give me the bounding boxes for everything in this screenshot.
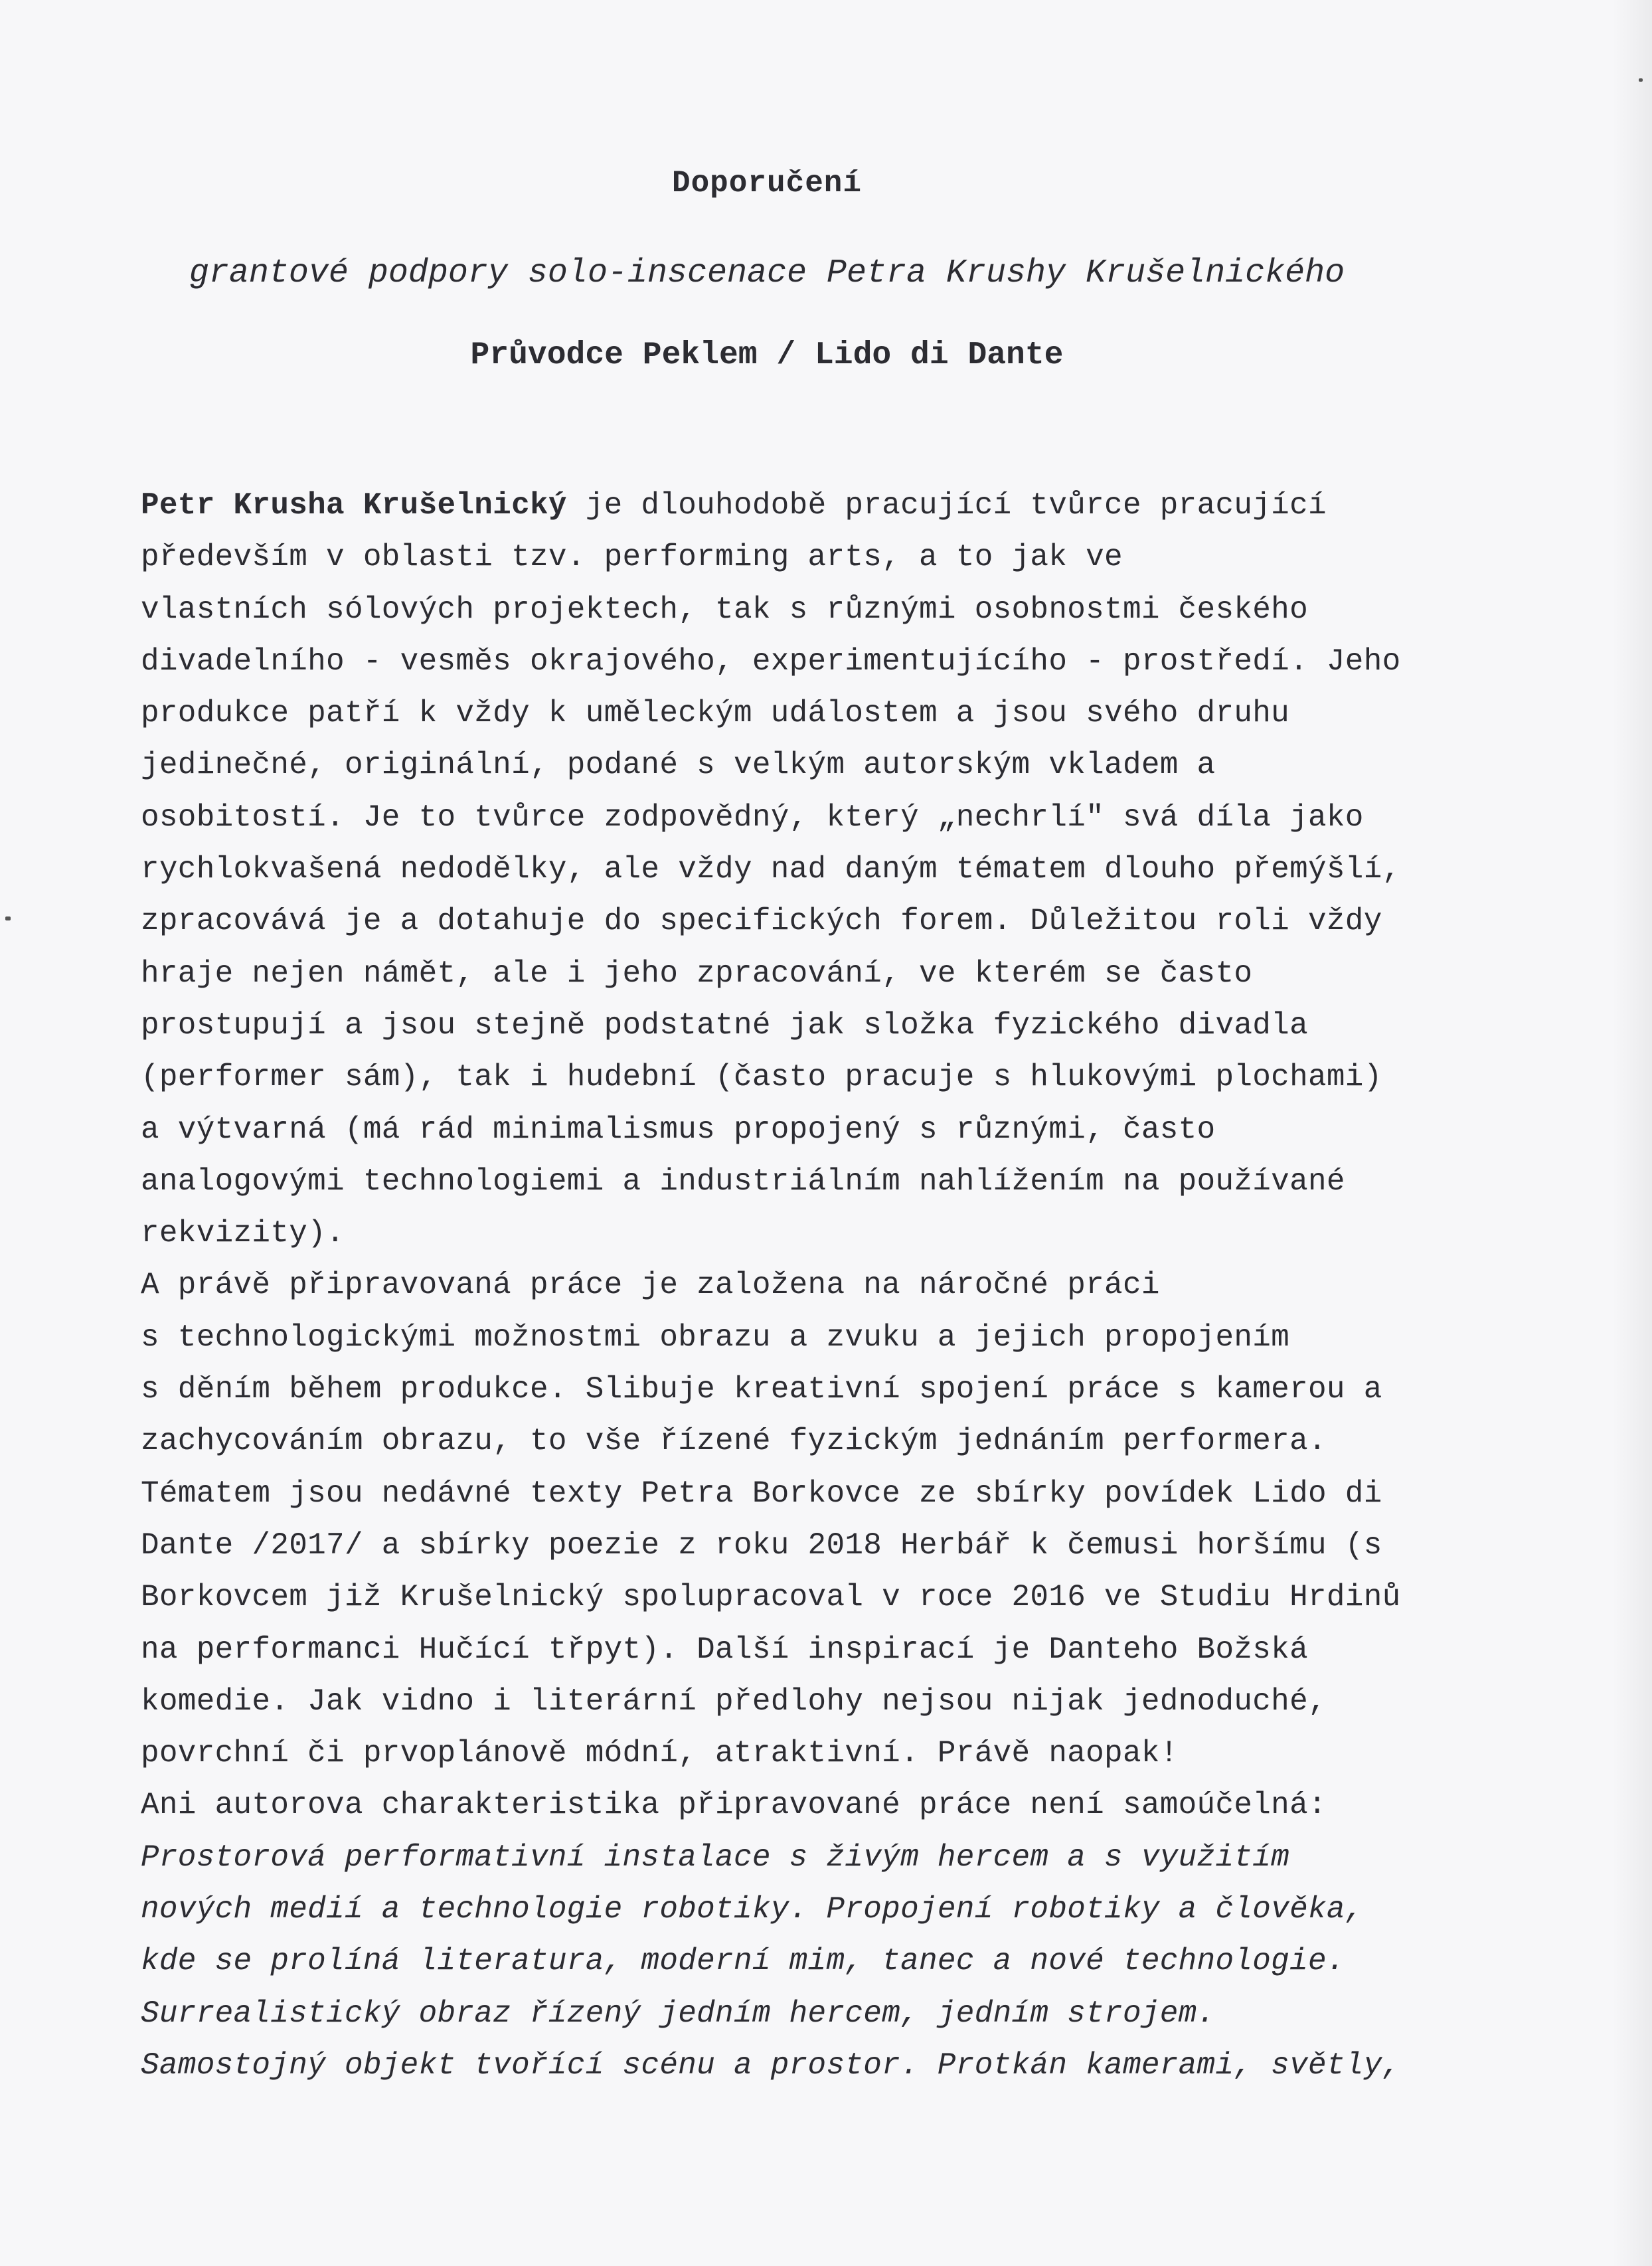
text-line: a výtvarná (má rád minimalismus propojený s různými, často (141, 1112, 1216, 1147)
text-line-content: je dlouhodobě pracující tvůrce pracující (566, 488, 1327, 523)
document-title: Doporučení (671, 166, 863, 201)
text-line: s technologickými možnostmi obrazu a zvuku a jejich propojením (141, 1320, 1290, 1355)
text-line: A právě připravovaná práce je založena na náročné práci (141, 1268, 1160, 1303)
text-line: Dante /2017/ a sbírky poezie z roku 2018 Herbář k čemusi horšímu (s (141, 1527, 1382, 1563)
text-line: prostupují a jsou stejně podstatné jak složka fyzického divadla (141, 1007, 1308, 1043)
text-line: hraje nejen námět, ale i jeho zpracování, ve kterém se často (141, 956, 1253, 991)
text-line: jedinečné, originální, podané s velkým autorským vkladem a (141, 748, 1216, 783)
text-line: Tématem jsou nedávné texty Petra Borkovce ze sbírky povídek Lido di (141, 1476, 1382, 1511)
italic-text-line: nových medií a technologie robotiky. Propojení robotiky a člověka, (141, 1892, 1364, 1927)
document-subtitle: grantové podpory solo-inscenace Petra Krushy Krušelnického (189, 254, 1345, 292)
text-line: zachycováním obrazu, to vše řízené fyzickým jednáním performera. (141, 1424, 1327, 1459)
text-line: (performer sám), tak i hudební (často pracuje s hlukovými plochami) (141, 1060, 1382, 1095)
text-line: s děním během produkce. Slibuje kreativní spojení práce s kamerou a (141, 1372, 1382, 1407)
text-line (141, 479, 1535, 531)
scan-speck (1639, 78, 1643, 82)
italic-text-line: Samostojný objekt tvořící scénu a prostor. Protkán kamerami, světly, (141, 2048, 1401, 2083)
scan-edge-shadow (1612, 0, 1652, 2266)
italic-text-line: kde se prolíná literatura, moderní mim, tanec a nové technologie. (141, 1944, 1345, 1979)
text-line: především v oblasti tzv. performing arts, a to jak ve (141, 540, 1123, 575)
italic-text-line: Surrealistický obraz řízený jedním hercem, jedním strojem. (141, 1996, 1216, 2031)
italic-text-line: Prostorová performativní instalace s živým hercem a s využitím (141, 1840, 1290, 1875)
text-line: Ani autorova charakteristika připravované práce není samoúčelná: (141, 1788, 1327, 1823)
text-line: osobitostí. Je to tvůrce zodpovědný, který „nechrlí" svá díla jako (141, 800, 1364, 835)
production-title: Průvodce Peklem / Lido di Dante (470, 337, 1064, 373)
text-line: zpracovává je a dotahuje do specifických forem. Důležitou roli vždy (141, 904, 1382, 939)
text-line: divadelního - vesměs okrajového, experimentujícího - prostředí. Jeho (141, 644, 1401, 679)
text-line: povrchní či prvoplánově módní, atraktivní. Právě naopak! (141, 1736, 1179, 1771)
text-line: na performanci Hučící třpyt). Další inspirací je Danteho Božská (141, 1632, 1308, 1667)
text-line: rekvizity). (141, 1216, 345, 1251)
body-text (141, 479, 1535, 2091)
text-line: analogovými technologiemi a industriálním nahlížením na používané (141, 1164, 1345, 1199)
lead-name: Petr Krusha Krušelnický (141, 488, 567, 523)
text-line: komedie. Jak vidno i literární předlohy nejsou nijak jednoduché, (141, 1684, 1327, 1719)
scan-speck (5, 916, 11, 920)
text-line: produkce patří k vždy k uměleckým událostem a jsou svého druhu (141, 696, 1290, 731)
text-line: vlastních sólových projektech, tak s různými osobnostmi českého (141, 592, 1308, 627)
text-line: rychlokvašená nedodělky, ale vždy nad daným tématem dlouho přemýšlí, (141, 852, 1401, 887)
text-line: Borkovcem již Krušelnický spolupracoval v roce 2016 ve Studiu Hrdinů (141, 1580, 1401, 1615)
